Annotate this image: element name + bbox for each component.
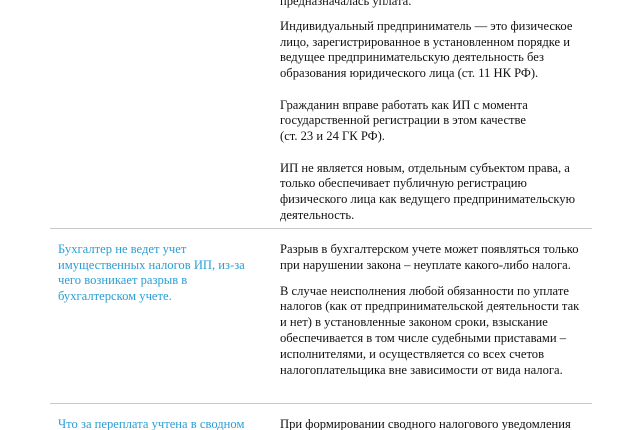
- answer-cell: [280, 242, 600, 394]
- row-divider: [50, 403, 592, 404]
- question-cell[interactable]: Бухгалтер не ведет учет имущественных налогов ИП, из-за чего возникает разрыв в бухгалтерском учете.: [58, 242, 245, 303]
- answer-paragraph: Разрыв в бухгалтерском учете может появляться только при нарушении закона – неуплате какого-либо налога.: [280, 242, 579, 272]
- answer-cell: [280, 417, 600, 430]
- answer-paragraph: Гражданин вправе работать как ИП с момента государственной регистрации в этом качестве (ст. 23 и 24 ГК РФ).: [280, 97, 528, 144]
- answer-paragraph: В случае неисполнения любой обязанности по уплате налогов (как от предпринимательской деятельности так и нет) в установленные законом сроки, взыскание обеспечивается в том числе судебными приставами – исполнителями, и осуществляется со всех счетов налогоплательщика вне зависимости от вида налога.: [280, 283, 580, 377]
- question-cell[interactable]: Что за переплата учтена в сводном: [58, 417, 245, 430]
- row-divider: [50, 228, 592, 229]
- answer-paragraph: ИП не является новым, отдельным субъектом права, а только обеспечивает публичную регистрацию физического лица как ведущего предпринимательскую деятельность.: [280, 160, 576, 222]
- answer-paragraph: предназначалась уплата.: [280, 0, 412, 8]
- answer-paragraph: При формировании сводного налогового уведомления: [280, 417, 571, 430]
- answer-paragraph: Индивидуальный предприниматель — это физическое лицо, зарегистрированное в установленном порядке и ведущее предпринимательскую деятельность без образования юридического лица (ст. 11 НК РФ).: [280, 18, 573, 81]
- answer-cell: [280, 0, 600, 239]
